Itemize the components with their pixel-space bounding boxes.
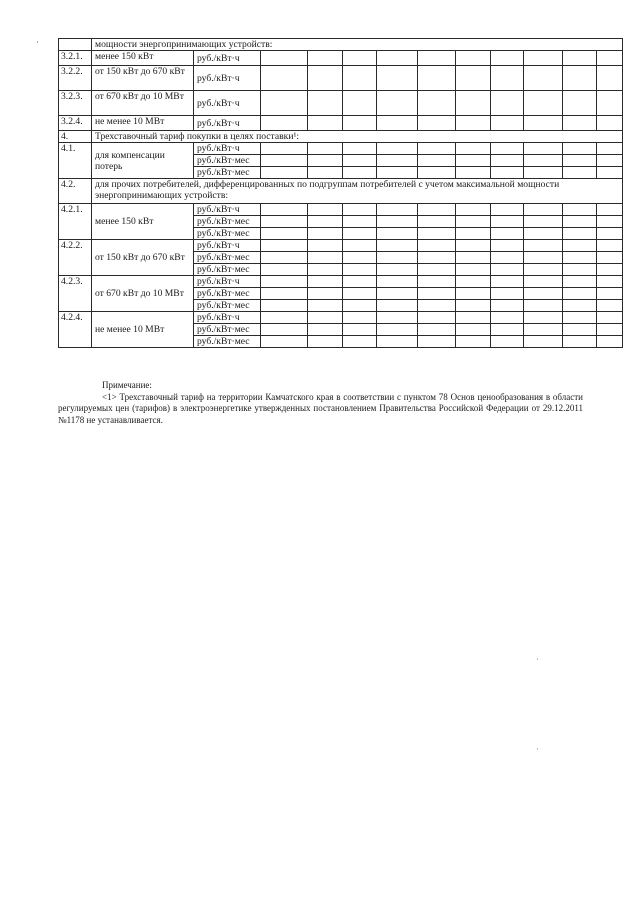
value-cell xyxy=(308,66,343,91)
consumer-group-label: менее 150 кВт xyxy=(92,204,194,240)
value-cell xyxy=(308,300,343,312)
tariff-row xyxy=(59,240,623,252)
value-cell xyxy=(377,216,418,228)
row-number xyxy=(59,39,92,51)
value-cell xyxy=(343,66,377,91)
value-cell xyxy=(456,324,491,336)
value-cell xyxy=(343,300,377,312)
value-cell xyxy=(377,324,418,336)
value-cell xyxy=(524,336,563,348)
value-cell xyxy=(456,116,491,131)
value-cell xyxy=(261,167,308,179)
value-cell xyxy=(343,228,377,240)
value-cell xyxy=(491,51,524,66)
value-cell xyxy=(456,288,491,300)
value-cell xyxy=(491,91,524,116)
unit-cell: руб./кВт·мес xyxy=(194,264,261,276)
value-cell xyxy=(418,288,456,300)
value-cell xyxy=(524,300,563,312)
value-cell xyxy=(308,143,343,155)
value-cell xyxy=(491,167,524,179)
value-cell xyxy=(418,167,456,179)
unit-cell: руб./кВт·ч xyxy=(194,312,261,324)
value-cell xyxy=(524,228,563,240)
value-cell xyxy=(261,51,308,66)
value-cell xyxy=(491,143,524,155)
unit-cell: руб./кВт·мес xyxy=(194,336,261,348)
value-cell xyxy=(563,167,597,179)
value-cell xyxy=(418,324,456,336)
value-cell xyxy=(308,240,343,252)
value-cell xyxy=(343,116,377,131)
row-number: 3.2.4. xyxy=(59,116,92,131)
value-cell xyxy=(524,143,563,155)
value-cell xyxy=(377,264,418,276)
value-cell xyxy=(377,204,418,216)
value-cell xyxy=(308,312,343,324)
value-cell xyxy=(377,288,418,300)
unit-cell: руб./кВт·мес xyxy=(194,228,261,240)
consumer-group-label: для компенсации потерь xyxy=(92,143,194,179)
value-cell xyxy=(524,312,563,324)
value-cell xyxy=(308,116,343,131)
value-cell xyxy=(563,66,597,91)
value-cell xyxy=(456,228,491,240)
value-cell xyxy=(377,252,418,264)
value-cell xyxy=(456,51,491,66)
note-block xyxy=(58,380,583,426)
unit-cell: руб./кВт·ч xyxy=(194,51,261,66)
value-cell xyxy=(524,116,563,131)
value-cell xyxy=(491,300,524,312)
note-title: Примечание: xyxy=(102,380,152,390)
value-cell xyxy=(418,276,456,288)
value-cell xyxy=(563,276,597,288)
value-cell xyxy=(377,143,418,155)
value-cell xyxy=(418,116,456,131)
unit-cell: руб./кВт·ч xyxy=(194,91,261,116)
value-cell xyxy=(261,66,308,91)
value-cell xyxy=(308,167,343,179)
value-cell xyxy=(597,288,623,300)
value-cell xyxy=(261,252,308,264)
row-number: 4.1. xyxy=(59,143,92,179)
tariff-row xyxy=(59,276,623,288)
value-cell xyxy=(418,240,456,252)
value-cell xyxy=(261,228,308,240)
value-cell xyxy=(261,276,308,288)
value-cell xyxy=(597,252,623,264)
value-cell xyxy=(343,91,377,116)
value-cell xyxy=(261,91,308,116)
row-number: 3.2.3. xyxy=(59,91,92,116)
value-cell xyxy=(563,216,597,228)
value-cell xyxy=(524,216,563,228)
value-cell xyxy=(597,204,623,216)
scan-dot: · xyxy=(536,655,539,664)
row-number: 4.2. xyxy=(59,179,92,204)
value-cell xyxy=(418,228,456,240)
value-cell xyxy=(524,252,563,264)
value-cell xyxy=(456,252,491,264)
value-cell xyxy=(597,312,623,324)
value-cell xyxy=(308,276,343,288)
value-cell xyxy=(308,324,343,336)
value-cell xyxy=(377,116,418,131)
value-cell xyxy=(456,276,491,288)
value-cell xyxy=(343,264,377,276)
value-cell xyxy=(377,51,418,66)
value-cell xyxy=(563,204,597,216)
value-cell xyxy=(377,240,418,252)
unit-cell: руб./кВт·ч xyxy=(194,276,261,288)
value-cell xyxy=(524,276,563,288)
value-cell xyxy=(308,336,343,348)
row-number: 4.2.2. xyxy=(59,240,92,276)
tariff-row xyxy=(59,143,623,155)
consumer-group-label: от 670 кВт до 10 МВт xyxy=(92,276,194,312)
value-cell xyxy=(308,204,343,216)
value-cell xyxy=(491,204,524,216)
value-cell xyxy=(597,51,623,66)
consumer-group-label: не менее 10 МВт xyxy=(92,312,194,348)
value-cell xyxy=(261,155,308,167)
value-cell xyxy=(418,143,456,155)
value-cell xyxy=(491,240,524,252)
unit-cell: руб./кВт·мес xyxy=(194,288,261,300)
value-cell xyxy=(343,51,377,66)
value-cell xyxy=(308,252,343,264)
unit-cell: руб./кВт·мес xyxy=(194,155,261,167)
section-title: для прочих потребителей, дифференцированных по подгруппам потребителей с учетом максимальной мощности энергопринимающих устройств: xyxy=(92,179,623,204)
value-cell xyxy=(524,167,563,179)
value-cell xyxy=(343,252,377,264)
value-cell xyxy=(491,288,524,300)
value-cell xyxy=(456,240,491,252)
row-number: 4.2.4. xyxy=(59,312,92,348)
value-cell xyxy=(418,300,456,312)
value-cell xyxy=(524,204,563,216)
value-cell xyxy=(597,167,623,179)
value-cell xyxy=(377,276,418,288)
value-cell xyxy=(343,324,377,336)
value-cell xyxy=(563,300,597,312)
value-cell xyxy=(261,204,308,216)
value-cell xyxy=(261,240,308,252)
value-cell xyxy=(563,324,597,336)
corner-mark: · xyxy=(36,38,39,47)
value-cell xyxy=(308,91,343,116)
value-cell xyxy=(343,143,377,155)
value-cell xyxy=(524,51,563,66)
unit-cell: руб./кВт·ч xyxy=(194,204,261,216)
unit-cell: руб./кВт·ч xyxy=(194,143,261,155)
tariff-row xyxy=(59,312,623,324)
value-cell xyxy=(456,204,491,216)
value-cell xyxy=(343,155,377,167)
tariff-row xyxy=(59,91,623,116)
value-cell xyxy=(563,336,597,348)
value-cell xyxy=(597,336,623,348)
value-cell xyxy=(597,324,623,336)
consumer-group-label: не менее 10 МВт xyxy=(92,116,194,131)
value-cell xyxy=(456,167,491,179)
value-cell xyxy=(377,66,418,91)
value-cell xyxy=(491,228,524,240)
value-cell xyxy=(491,324,524,336)
section-row xyxy=(59,179,623,204)
value-cell xyxy=(524,240,563,252)
value-cell xyxy=(456,312,491,324)
value-cell xyxy=(343,204,377,216)
row-number: 4.2.3. xyxy=(59,276,92,312)
value-cell xyxy=(563,312,597,324)
value-cell xyxy=(343,276,377,288)
value-cell xyxy=(524,324,563,336)
value-cell xyxy=(597,300,623,312)
value-cell xyxy=(343,336,377,348)
value-cell xyxy=(377,336,418,348)
value-cell xyxy=(261,300,308,312)
value-cell xyxy=(597,116,623,131)
value-cell xyxy=(597,216,623,228)
value-cell xyxy=(597,155,623,167)
unit-cell: руб./кВт·ч xyxy=(194,66,261,91)
unit-cell: руб./кВт·ч xyxy=(194,240,261,252)
value-cell xyxy=(524,288,563,300)
value-cell xyxy=(456,155,491,167)
value-cell xyxy=(418,204,456,216)
value-cell xyxy=(491,216,524,228)
value-cell xyxy=(563,116,597,131)
section-row xyxy=(59,39,623,51)
consumer-group-label: менее 150 кВт xyxy=(92,51,194,66)
value-cell xyxy=(261,312,308,324)
value-cell xyxy=(261,264,308,276)
value-cell xyxy=(563,252,597,264)
value-cell xyxy=(456,91,491,116)
value-cell xyxy=(491,155,524,167)
section-title: мощности энергопринимающих устройств: xyxy=(92,39,623,51)
value-cell xyxy=(418,91,456,116)
value-cell xyxy=(597,143,623,155)
value-cell xyxy=(491,264,524,276)
value-cell xyxy=(563,91,597,116)
value-cell xyxy=(597,240,623,252)
value-cell xyxy=(418,66,456,91)
value-cell xyxy=(308,228,343,240)
row-number: 3.2.2. xyxy=(59,66,92,91)
tariff-row xyxy=(59,66,623,91)
value-cell xyxy=(418,312,456,324)
value-cell xyxy=(418,216,456,228)
row-number: 4. xyxy=(59,131,92,143)
tariff-row xyxy=(59,116,623,131)
value-cell xyxy=(491,66,524,91)
value-cell xyxy=(343,216,377,228)
value-cell xyxy=(418,252,456,264)
value-cell xyxy=(456,66,491,91)
scan-dot: · xyxy=(536,745,539,754)
unit-cell: руб./кВт·ч xyxy=(194,116,261,131)
value-cell xyxy=(456,264,491,276)
value-cell xyxy=(456,336,491,348)
value-cell xyxy=(563,288,597,300)
value-cell xyxy=(308,51,343,66)
value-cell xyxy=(491,116,524,131)
value-cell xyxy=(261,116,308,131)
section-row xyxy=(59,131,623,143)
consumer-group-label: от 150 кВт до 670 кВт xyxy=(92,66,194,91)
value-cell xyxy=(456,300,491,312)
value-cell xyxy=(418,336,456,348)
value-cell xyxy=(456,143,491,155)
value-cell xyxy=(491,252,524,264)
value-cell xyxy=(261,336,308,348)
unit-cell: руб./кВт·мес xyxy=(194,252,261,264)
value-cell xyxy=(377,228,418,240)
value-cell xyxy=(343,167,377,179)
value-cell xyxy=(308,264,343,276)
value-cell xyxy=(563,240,597,252)
value-cell xyxy=(491,336,524,348)
value-cell xyxy=(418,155,456,167)
value-cell xyxy=(261,288,308,300)
value-cell xyxy=(418,51,456,66)
value-cell xyxy=(563,143,597,155)
value-cell xyxy=(308,216,343,228)
value-cell xyxy=(377,312,418,324)
value-cell xyxy=(524,91,563,116)
value-cell xyxy=(524,66,563,91)
value-cell xyxy=(563,228,597,240)
consumer-group-label: от 150 кВт до 670 кВт xyxy=(92,240,194,276)
value-cell xyxy=(261,324,308,336)
unit-cell: руб./кВт·мес xyxy=(194,324,261,336)
row-number: 4.2.1. xyxy=(59,204,92,240)
value-cell xyxy=(491,312,524,324)
value-cell xyxy=(491,276,524,288)
unit-cell: руб./кВт·мес xyxy=(194,300,261,312)
value-cell xyxy=(377,167,418,179)
value-cell xyxy=(597,264,623,276)
value-cell xyxy=(597,91,623,116)
value-cell xyxy=(377,300,418,312)
value-cell xyxy=(597,276,623,288)
tariff-table xyxy=(58,38,623,348)
consumer-group-label: от 670 кВт до 10 МВт xyxy=(92,91,194,116)
value-cell xyxy=(563,264,597,276)
value-cell xyxy=(308,288,343,300)
value-cell xyxy=(563,155,597,167)
value-cell xyxy=(308,155,343,167)
unit-cell: руб./кВт·мес xyxy=(194,167,261,179)
value-cell xyxy=(261,143,308,155)
value-cell xyxy=(343,312,377,324)
value-cell xyxy=(524,155,563,167)
value-cell xyxy=(343,288,377,300)
value-cell xyxy=(261,216,308,228)
tariff-row xyxy=(59,51,623,66)
row-number: 3.2.1. xyxy=(59,51,92,66)
value-cell xyxy=(524,264,563,276)
value-cell xyxy=(597,66,623,91)
tariff-row xyxy=(59,204,623,216)
value-cell xyxy=(377,91,418,116)
value-cell xyxy=(343,240,377,252)
value-cell xyxy=(597,228,623,240)
note-text: <1> Трехставочный тариф на территории Камчатского края в соответствии с пунктом 78 Основ ценообразования в области регулируемых цен (тарифов) в электроэнергетике утвержденных постановлением Правительства Российской Федерации от 29.12.2011 №1178 не устанавливается. xyxy=(58,391,583,425)
value-cell xyxy=(377,155,418,167)
value-cell xyxy=(563,51,597,66)
unit-cell: руб./кВт·мес xyxy=(194,216,261,228)
value-cell xyxy=(418,264,456,276)
section-title: Трехставочный тариф покупки в целях поставки¹: xyxy=(92,131,623,143)
value-cell xyxy=(456,216,491,228)
